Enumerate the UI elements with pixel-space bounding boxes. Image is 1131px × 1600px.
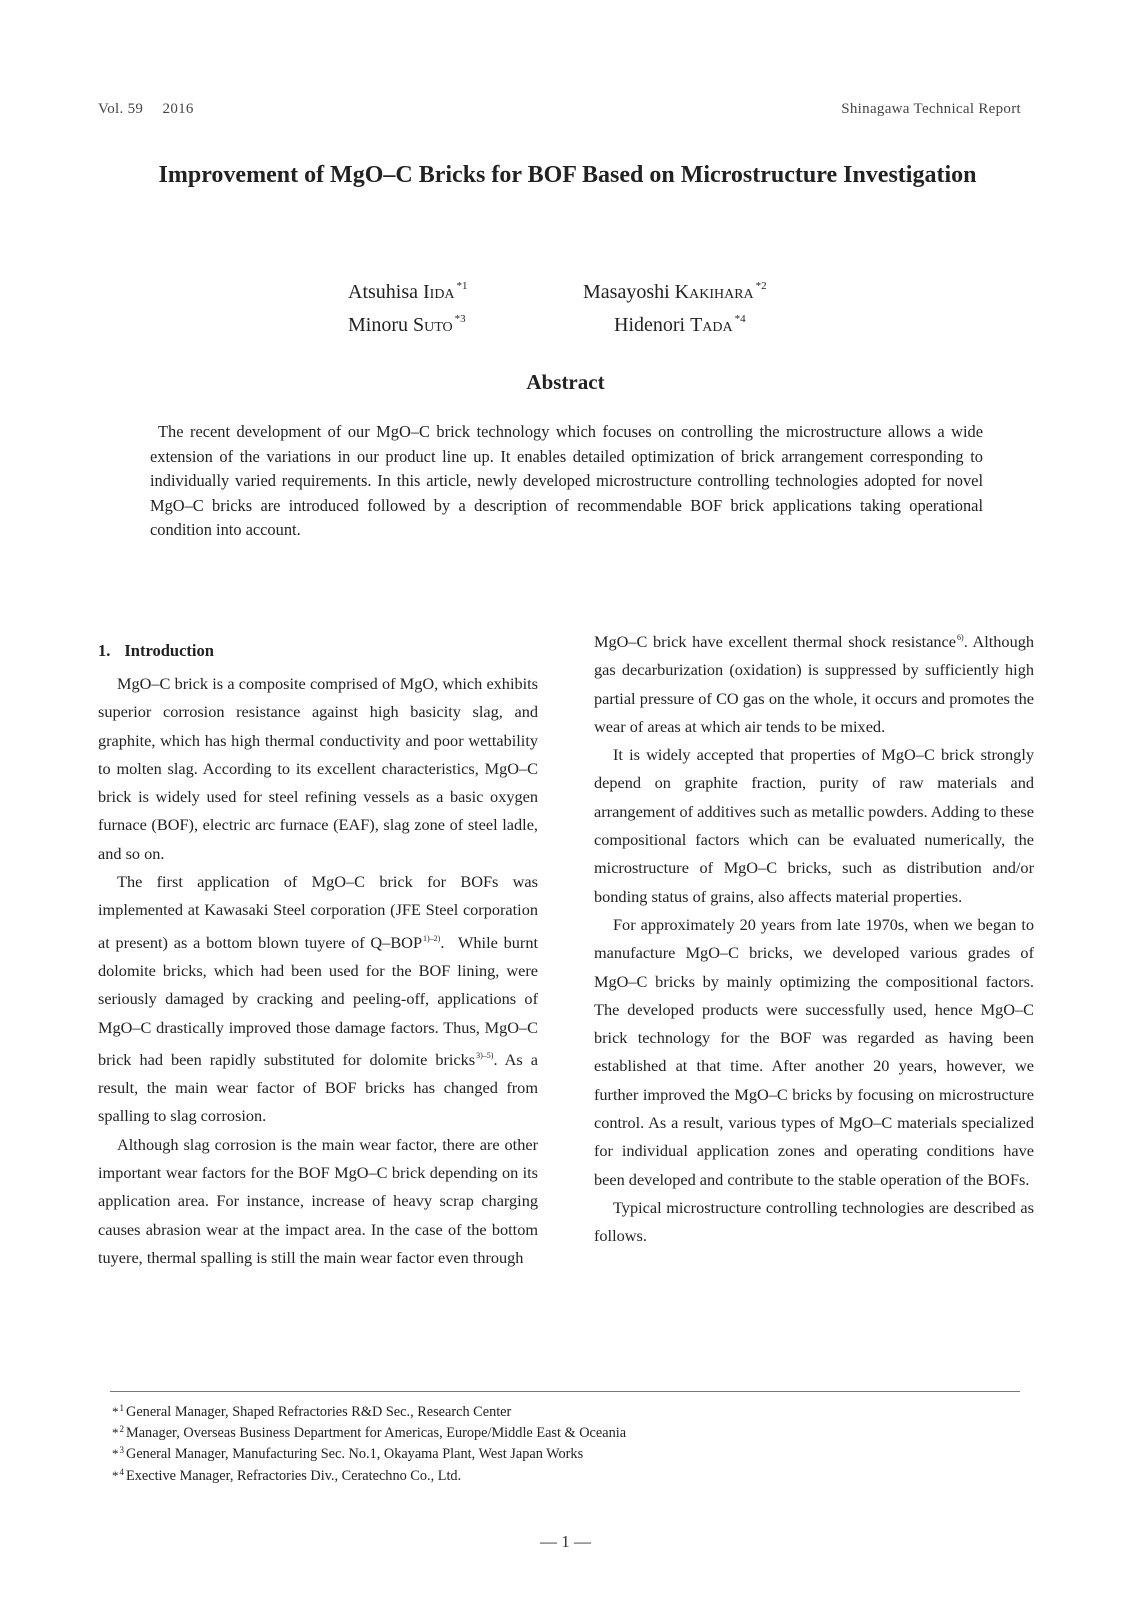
- author-1: Atsuhisa Iida $^{*1}$: [348, 280, 468, 303]
- paragraph: For approximately 20 years from late 1970s, when we began to manufacture MgO–C bricks, we developed various grades of MgO–C bricks by mainly optimizing the compositional factors. The developed products were successfully used, hence MgO–C brick technology for the BOF was regarded as having been established at that time. After another 20 years, however, we further improved the MgO–C bricks by focusing on microstructure control. As a result, various types of MgO–C materials specialized for individual application zones and operating conditions have been developed and contribute to the stable operation of the BOFs.: [594, 914, 1034, 1189]
- abstract-body: [150, 420, 983, 543]
- paragraph: The first application of MgO–C brick for BOFs was implemented at Kawasaki Steel corporation (JFE Steel corporation at present) as a bottom blown tuyere of Q–BOP$^{1)-2)}$. While burnt dolomite bricks, which had been used for the BOF lining, were seriously damaged by cracking and peeling-off, applications of MgO–C drastically improved those damage factors. Thus, MgO–C brick had been rapidly substituted for dolomite bricks$^{3)-5)}$. As a result, the main wear factor of BOF bricks has changed from spalling to slag corrosion.: [98, 872, 538, 1126]
- paragraph: MgO–C brick have excellent thermal shock resistance$^{6)}$. Although gas decarburization (oxidation) is suppressed by sufficiently high partial pressure of CO gas on the whole, it occurs and promotes the wear of areas at which air tends to be mixed.: [594, 632, 1034, 736]
- section-number: 1.: [98, 641, 111, 660]
- author-3: Minoru Suto $^{*3}$: [348, 313, 466, 336]
- footnote-1: *$^1$ General Manager, Shaped Refractories R&D Sec., Research Center: [112, 1403, 512, 1420]
- header-volume-year: Vol. 59 2016: [98, 101, 194, 117]
- author-2-mark: *2: [755, 280, 767, 292]
- citation-ref: 1)–2): [423, 933, 441, 943]
- footnote-4: *$^4$ Exective Manager, Refractories Div., Ceratechno Co., Ltd.: [112, 1466, 462, 1484]
- author-4: Hidenori Tada $^{*4}$: [614, 313, 746, 336]
- footnote-2: *$^2$ Manager, Overseas Business Department for Americas, Europe/Middle East & Oceania: [112, 1424, 627, 1442]
- citation-ref: 3)–5): [476, 1050, 494, 1060]
- left-column: [98, 670, 538, 1272]
- page-number: — 1 —: [540, 1532, 591, 1551]
- footnotes: [112, 1400, 626, 1485]
- paragraph: It is widely accepted that properties of MgO–C brick strongly depend on graphite fraction, purity of raw materials and arrangement of additives such as metallic powders. Adding to these compositional factors which can be evaluated numerically, the microstructure of MgO–C bricks, such as distribution and/or bonding status of grains, also affects material properties.: [594, 745, 1034, 906]
- paragraph: MgO–C brick is a composite comprised of MgO, which exhibits superior corrosion resistance against high basicity slag, and graphite, which has high thermal conductivity and poor wettability to molten slag. According to its excellent characteristics, MgO–C brick is widely used for steel refining vessels as a basic oxygen furnace (BOF), electric arc furnace (EAF), slag zone of steel ladle, and so on.: [98, 674, 538, 863]
- paragraph: Typical microstructure controlling technologies are described as follows.: [594, 1197, 1034, 1246]
- footnote-3: *$^3$ General Manager, Manufacturing Sec. No.1, Okayama Plant, West Japan Works: [112, 1445, 584, 1463]
- footnote-divider: [110, 1391, 1020, 1392]
- paper-title: Improvement of MgO–C Bricks for BOF Based on Microstructure Investigation: [158, 162, 977, 188]
- author-4-mark: *4: [734, 313, 746, 325]
- header-journal-name: Shinagawa Technical Report: [841, 101, 1021, 117]
- author-3-mark: *3: [454, 313, 466, 325]
- abstract-paragraph: The recent development of our MgO–C brick technology which focuses on controlling the microstructure allows a wide extension of the variations in our product line up. It enables detailed optimization of brick arrangement corresponding to individually varied requirements. In this article, newly developed microstructure controlling technologies adopted for novel MgO–C bricks are introduced followed by a description of recommendable BOF brick applications taking operational condition into account.: [150, 422, 983, 539]
- right-column: [594, 624, 1034, 1251]
- citation-ref: 6): [957, 633, 964, 642]
- section-heading: [98, 641, 214, 661]
- section-title: Introduction: [124, 641, 214, 660]
- paragraph: Although slag corrosion is the main wear factor, there are other important wear factors for the BOF MgO–C brick depending on its application area. For instance, increase of heavy scrap charging causes abrasion wear at the impact area. In the case of the bottom tuyere, thermal spalling is still the main wear factor even through: [98, 1134, 538, 1267]
- author-1-mark: *1: [456, 280, 468, 292]
- abstract-heading: Abstract: [526, 370, 605, 394]
- author-2: Masayoshi Kakihara $^{*2}$: [583, 280, 767, 303]
